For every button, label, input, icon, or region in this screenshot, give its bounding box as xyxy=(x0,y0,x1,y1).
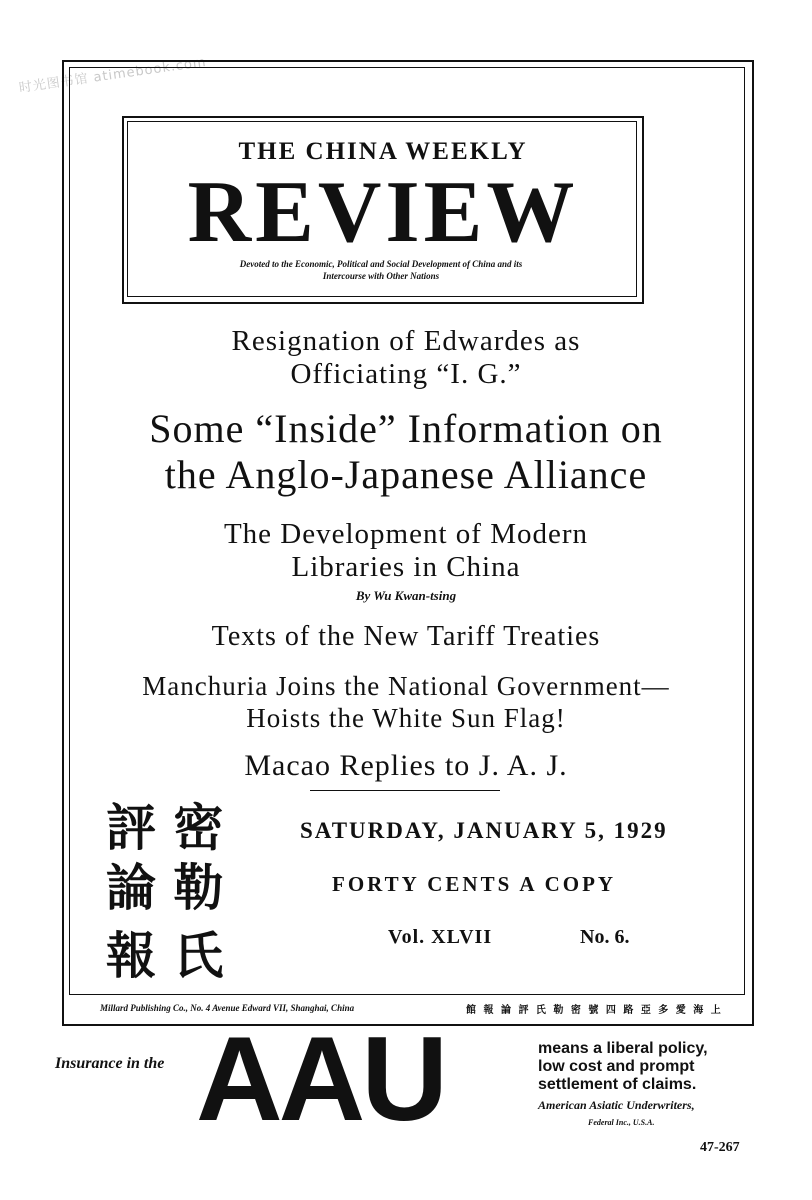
publisher-english: Millard Publishing Co., No. 4 Avenue Edward VII, Shanghai, China xyxy=(100,1003,355,1013)
headline-manchuria xyxy=(75,670,737,734)
chinese-title-row-1: 評 密 xyxy=(106,798,224,857)
advert-company: American Asiatic Underwriters, xyxy=(538,1098,695,1112)
divider-rule xyxy=(310,790,500,791)
headline-manchuria-line-2: Hoists the White Sun Flag! xyxy=(246,703,566,733)
publisher-chinese: 館 報 論 評 氏 勒 密 號 四 路 亞 多 愛 海 上 xyxy=(466,1005,723,1016)
advert-line-2: low cost and prompt xyxy=(538,1058,695,1075)
headline-libraries-line-2: Libraries in China xyxy=(291,551,521,583)
headline-alliance-line-1: Some “Inside” Information on xyxy=(149,406,663,451)
advert-incorporated: Federal Inc., U.S.A. xyxy=(588,1118,655,1127)
advert-line-1: means a liberal policy, xyxy=(538,1040,708,1057)
headline-manchuria-line-1: Manchuria Joins the National Government— xyxy=(142,671,670,701)
issue-date: SATURDAY, JANUARY 5, 1929 xyxy=(300,818,668,843)
masthead-title: REVIEW xyxy=(187,164,579,261)
chinese-title-row-2: 論 勒 xyxy=(106,858,224,917)
headline-alliance xyxy=(75,406,737,498)
byline: By Wu Kwan-tsing xyxy=(355,588,457,603)
headline-libraries-line-1: The Development of Modern xyxy=(223,518,589,550)
headline-edwardes-line-1: Resignation of Edwardes as xyxy=(231,325,581,357)
page-id: 47-267 xyxy=(700,1140,740,1155)
masthead-subtitle-line-1: Devoted to the Economic, Political and Social Development of China and its xyxy=(239,259,523,269)
advert-logo: AAU xyxy=(196,1012,444,1146)
advert-line-3: settlement of claims. xyxy=(538,1076,697,1093)
watermark: 时光图书馆 atimebook.com xyxy=(18,54,208,97)
advert-lead: Insurance in the xyxy=(55,1055,165,1072)
issue-price: FORTY CENTS A COPY xyxy=(332,872,617,896)
issue-volume: Vol. XLVII xyxy=(388,926,493,948)
headline-tariff: Texts of the New Tariff Treaties xyxy=(211,621,601,652)
advert-copy xyxy=(538,1040,748,1094)
headline-edwardes xyxy=(75,325,737,391)
issue-number: No. 6. xyxy=(580,926,630,948)
headline-alliance-line-2: the Anglo-Japanese Alliance xyxy=(164,452,648,497)
headline-libraries xyxy=(75,518,737,584)
masthead-top-line: THE CHINA WEEKLY xyxy=(238,138,528,165)
headline-macao: Macao Replies to J. A. J. xyxy=(244,749,568,782)
headline-edwardes-line-2: Officiating “I. G.” xyxy=(290,358,522,390)
masthead-subtitle xyxy=(150,258,612,282)
chinese-title-row-3: 報 氏 xyxy=(106,926,224,985)
masthead-subtitle-line-2: Intercourse with Other Nations xyxy=(322,271,440,281)
